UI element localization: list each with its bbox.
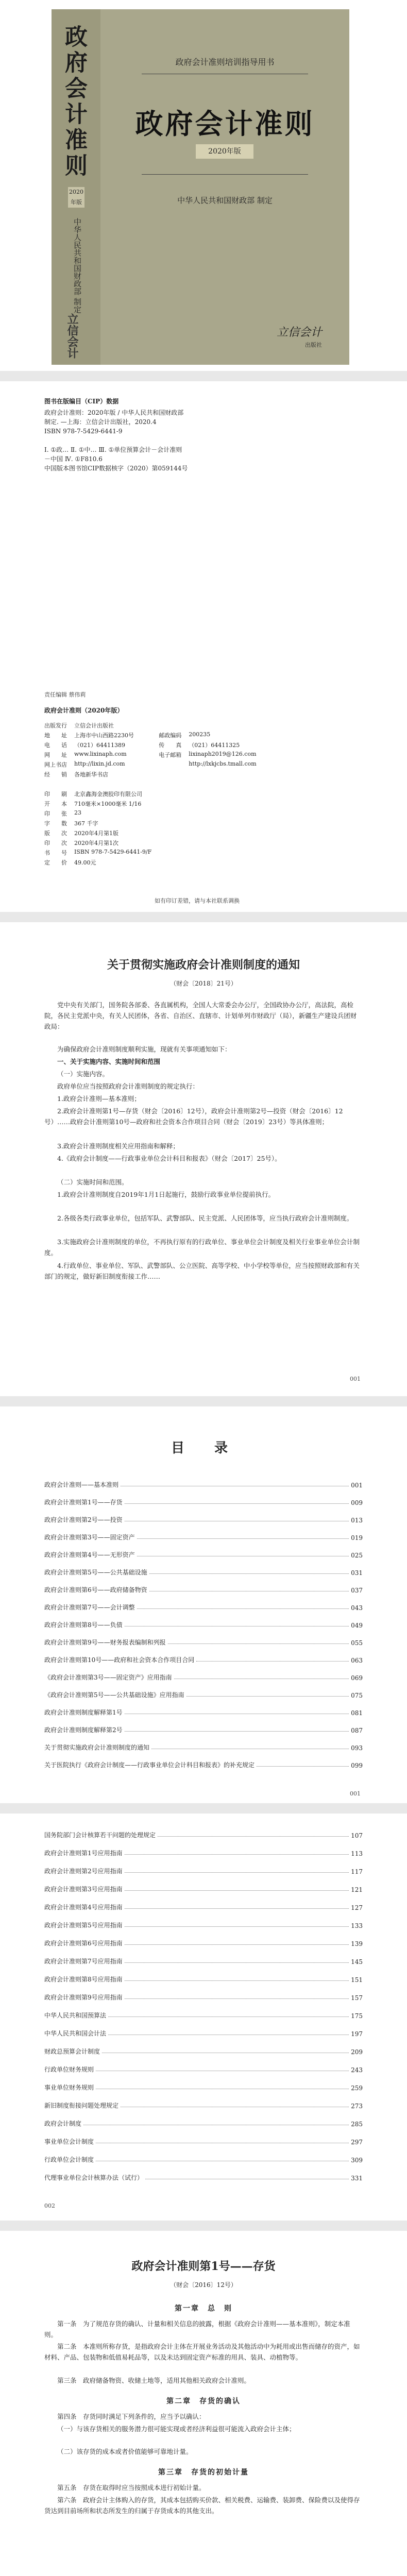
toc-entry-page: 127 bbox=[351, 1904, 363, 1911]
toc-entry-page: 019 bbox=[351, 1534, 363, 1541]
toc-entry[interactable] bbox=[44, 1514, 363, 1524]
publisher-logo-sub: 出版社 bbox=[305, 342, 322, 348]
field-label: 开 本 bbox=[44, 801, 67, 807]
toc-entry-title: 事业单位财务规则 bbox=[44, 2084, 94, 2091]
field-value: （021）64411389 bbox=[74, 742, 125, 749]
toc-entry-title: 政府会计准则第4号——无形资产 bbox=[44, 1551, 135, 1558]
page-number: 002 bbox=[44, 2202, 55, 2209]
toc-entry-page: 133 bbox=[351, 1922, 363, 1929]
toc-dot-leader bbox=[125, 1731, 349, 1732]
toc-entry-title: 政府会计准则第3号应用指南 bbox=[44, 1886, 123, 1893]
field-label bbox=[159, 721, 189, 731]
notice-title: 关于贯彻实施政府会计准则制度的通知 bbox=[107, 958, 300, 972]
toc-entry-page: 145 bbox=[351, 1958, 363, 1965]
publisher-logo: 立信会计 bbox=[276, 326, 322, 339]
notice-paragraph: （一）实施内容。 bbox=[57, 1070, 109, 1078]
toc-entry-page: 243 bbox=[351, 2066, 363, 2074]
toc-entry[interactable] bbox=[44, 1654, 363, 1664]
toc-entry-title: 政府会计准则第5号——公共基础设施 bbox=[44, 1569, 147, 1576]
toc-entry[interactable] bbox=[44, 1829, 363, 1839]
toc-entry-page: 107 bbox=[351, 1832, 363, 1839]
toc-entry-title: 关于贯彻实施政府会计准则制度的通知 bbox=[44, 1744, 150, 1751]
article-paragraph: 第六条 政府会计主体购入的存货，其成本包括购买价款、相关税费、运输费、装卸费、保险费以及使得存货达到目前场所和状态所发生的归属于存货成本的其他支出。 bbox=[44, 2496, 360, 2515]
toc-entry[interactable] bbox=[44, 1991, 363, 2002]
toc-entry-page: 197 bbox=[351, 2030, 363, 2038]
table-row bbox=[44, 858, 264, 868]
cip-line: 制定. —上海：立信会计出版社，2020.4 bbox=[44, 418, 157, 426]
toc-entry-title: 事业单位会计制度 bbox=[44, 2138, 94, 2145]
toc-entry-title: 政府会计准则第7号——会计调整 bbox=[44, 1604, 135, 1611]
toc-dot-leader bbox=[108, 2016, 349, 2017]
standard-1-page bbox=[0, 2231, 407, 2576]
publisher-info-table bbox=[44, 721, 264, 868]
article-paragraph: （一）与该存货相关的服务潜力很可能实现或者经济利益很可能流入政府会计主体； bbox=[57, 2425, 296, 2433]
toc-dot-leader bbox=[158, 1836, 349, 1837]
toc-entry[interactable] bbox=[44, 2045, 363, 2056]
article-paragraph: 第三条 政府储备物资、收储土地等，适用其他相关政府会计准则。 bbox=[57, 2377, 251, 2384]
toc-entry[interactable] bbox=[44, 1531, 363, 1541]
table-row bbox=[44, 819, 264, 829]
notice-paragraph: 3.政府会计准则制度相关应用指南和解释； bbox=[57, 1142, 179, 1150]
toc-dot-leader bbox=[125, 1854, 349, 1855]
toc-dot-leader bbox=[125, 1998, 349, 1999]
toc-entry-title: 中华人民共和国会计法 bbox=[44, 2030, 107, 2037]
toc-entry-title: 政府会计准则制度解释第2号 bbox=[44, 1726, 123, 1734]
table-row bbox=[44, 809, 264, 819]
toc-title: 目 录 bbox=[171, 1440, 236, 1456]
toc-entry-title: 政府会计准则第1号——存货 bbox=[44, 1499, 123, 1506]
toc-entry-title: 政府会计准则第9号应用指南 bbox=[44, 1994, 123, 2001]
toc-entry-title: 政府会计准则第2号应用指南 bbox=[44, 1868, 123, 1875]
notice-paragraph: 4.《政府会计制度——行政事业单位会计科目和报表》（财会〔2017〕25号）。 bbox=[57, 1155, 281, 1162]
field-label: 传 真 bbox=[159, 742, 182, 749]
field-label bbox=[159, 770, 189, 780]
field-label: 网上书店 bbox=[44, 761, 67, 768]
table-row bbox=[44, 839, 264, 849]
field-value: http://lxkjcbs.tmall.com bbox=[189, 760, 257, 767]
toc-entry[interactable] bbox=[44, 1883, 363, 1893]
toc-dot-leader bbox=[186, 1696, 349, 1697]
toc-entry-title: 政府会计准则第3号——固定资产 bbox=[44, 1534, 135, 1541]
article-paragraph: 第四条 存货同时满足下列条件的，应当予以确认： bbox=[57, 2413, 206, 2420]
toc-entry-page: 297 bbox=[351, 2139, 363, 2146]
toc-entry[interactable] bbox=[44, 1955, 363, 1965]
toc-entry[interactable] bbox=[44, 1566, 363, 1577]
toc-dot-leader bbox=[125, 1926, 349, 1927]
toc-entry-page: 037 bbox=[351, 1587, 363, 1594]
field-label: 电子邮箱 bbox=[159, 752, 182, 758]
book-cover-page bbox=[0, 0, 407, 371]
toc-entry[interactable] bbox=[44, 2081, 363, 2092]
toc-entry-title: 政府会计准则——基本准则 bbox=[44, 1481, 119, 1488]
toc-dot-leader bbox=[125, 1890, 349, 1891]
toc-entry[interactable] bbox=[44, 1601, 363, 1612]
field-label: 定 价 bbox=[44, 859, 67, 866]
spine-title: 政府会计准则 bbox=[61, 25, 87, 179]
toc-entry-title: 关于医院执行《政府会计制度——行政事业单位会计科目和报表》的补充规定 bbox=[44, 1761, 255, 1769]
field-value: 49.00元 bbox=[74, 859, 96, 866]
field-label: 版 次 bbox=[44, 830, 67, 837]
page-number: 001 bbox=[350, 1790, 361, 1797]
field-label: 邮政编码 bbox=[159, 732, 182, 739]
field-value: 367 千字 bbox=[74, 820, 98, 827]
toc-entry[interactable] bbox=[44, 1865, 363, 1875]
notice-paragraph: 2.各级各类行政事业单位，包括军队、武警部队、民主党派、人民团体等，应当执行政府会计准则制度。 bbox=[57, 1214, 353, 1222]
toc-entry[interactable] bbox=[44, 1741, 363, 1752]
toc-entry[interactable] bbox=[44, 2117, 363, 2128]
toc-entry-page: 063 bbox=[351, 1657, 363, 1664]
field-value: www.lixinaph.com bbox=[74, 751, 127, 757]
field-value: 北京鑫海金澳胶印有限公司 bbox=[74, 791, 142, 798]
article-paragraph: （二）该存货的成本或者价值能够可靠地计量。 bbox=[57, 2448, 193, 2455]
toc-entry-title: 新旧制度衔接问题处理规定 bbox=[44, 2102, 119, 2109]
toc-entry[interactable] bbox=[44, 1937, 363, 1947]
toc-entry[interactable] bbox=[44, 1636, 363, 1647]
toc-entry[interactable] bbox=[44, 1973, 363, 1984]
spine-publisher: 中华人民共和国财政部 制定 bbox=[73, 218, 82, 313]
toc-entry-page: 151 bbox=[351, 1976, 363, 1984]
notice-page bbox=[0, 922, 407, 1396]
toc-entry-page: 209 bbox=[351, 2048, 363, 2056]
toc-entry-title: 政府会计准则第1号应用指南 bbox=[44, 1850, 123, 1857]
spine-edition: 2020年版 bbox=[68, 187, 84, 208]
toc-entry-title: 财政总预算会计制度 bbox=[44, 2048, 100, 2055]
cip-line: ISBN 978-7-5429-6441-9 bbox=[44, 428, 123, 435]
toc-entry-page: 139 bbox=[351, 1940, 363, 1947]
toc-entry[interactable] bbox=[44, 1671, 363, 1682]
toc-entry[interactable] bbox=[44, 1689, 363, 1699]
toc-dot-leader bbox=[149, 1573, 349, 1574]
toc-dot-leader bbox=[125, 1980, 349, 1981]
toc-entry-page: 025 bbox=[351, 1552, 363, 1559]
toc-entry[interactable] bbox=[44, 2099, 363, 2110]
cip-line bbox=[44, 436, 188, 445]
page-separator bbox=[0, 912, 407, 922]
toc-entry[interactable] bbox=[44, 2027, 363, 2038]
standard-title: 政府会计准则第1号——存货 bbox=[131, 2260, 276, 2273]
toc-dot-leader bbox=[125, 1908, 349, 1909]
field-value bbox=[189, 770, 263, 780]
field-value: ISBN 978-7-5429-6441-9/F bbox=[74, 849, 152, 855]
toc-entry-page: 121 bbox=[351, 1886, 363, 1893]
field-label: 书 号 bbox=[44, 850, 67, 856]
toc-entry[interactable] bbox=[44, 2172, 363, 2182]
table-of-contents-page bbox=[0, 1406, 407, 2221]
toc-entry-page: 259 bbox=[351, 2084, 363, 2092]
notice-paragraph: 4.行政单位、事业单位、军队、武警部队、公立医院、高等学校、中小学校等单位，应当按照财政部和有关部门的规定，做好新旧制度衔接工作…… bbox=[44, 1262, 360, 1280]
notice-paragraph: 2.政府会计准则第1号—存货（财会〔2016〕12号），政府会计准则第2号—投资（财会〔2016〕12号）……政府会计准则第10号—政府和社会资本合作项目合同（财会〔2019〕23号）等具体准则； bbox=[44, 1107, 343, 1126]
series-title: 政府会计准则培训指导用书 bbox=[175, 57, 275, 67]
cip-line: －中国 Ⅳ. ①F810.6 bbox=[44, 455, 103, 463]
toc-entry-title: 《政府会计准则第3号——固定资产》应用指南 bbox=[44, 1674, 172, 1681]
toc-entry-title: 政府会计制度 bbox=[44, 2120, 82, 2127]
toc-entry-title: 政府会计准则第8号应用指南 bbox=[44, 1976, 123, 1983]
standard-number: （财会〔2016〕12号） bbox=[170, 2281, 237, 2289]
page-separator bbox=[0, 371, 407, 381]
toc-dot-leader bbox=[137, 1608, 349, 1609]
notice-paragraph: 政府单位应当按照政府会计准则制度的规定执行： bbox=[57, 1082, 199, 1090]
toc-entry-title: 政府会计准则第5号应用指南 bbox=[44, 1922, 123, 1929]
field-label: 印 张 bbox=[44, 810, 67, 817]
toc-entry[interactable] bbox=[44, 2136, 363, 2146]
toc-dot-leader bbox=[125, 1962, 349, 1963]
toc-entry[interactable] bbox=[44, 1901, 363, 1911]
page-separator bbox=[0, 1803, 407, 1814]
chapter-heading: 第二章 存货的确认 bbox=[166, 2397, 241, 2405]
toc-entry-page: 273 bbox=[351, 2103, 363, 2110]
toc-entry[interactable] bbox=[44, 1919, 363, 1929]
toc-entry-page: 055 bbox=[351, 1639, 363, 1647]
edition-badge: 2020年版 bbox=[196, 144, 253, 159]
toc-entry-title: 代理事业单位会计核算办法（试行） bbox=[44, 2174, 144, 2181]
toc-dot-leader bbox=[168, 1643, 349, 1644]
field-label bbox=[159, 760, 189, 770]
toc-dot-leader bbox=[125, 1944, 349, 1945]
field-value: 各地新华书店 bbox=[74, 771, 108, 778]
notice-paragraph: 1.政府会计准则—基本准则； bbox=[57, 1095, 141, 1103]
toc-entry[interactable] bbox=[44, 1724, 363, 1734]
toc-dot-leader bbox=[257, 1766, 349, 1767]
toc-entry-page: 157 bbox=[351, 1994, 363, 2002]
cover-divider-line bbox=[142, 174, 308, 175]
field-value: 710毫米×1000毫米 1/16 bbox=[74, 801, 142, 807]
book-front-cover bbox=[100, 9, 349, 365]
field-label: 电 话 bbox=[44, 742, 67, 749]
toc-dot-leader bbox=[196, 1661, 349, 1662]
toc-entry-page: 117 bbox=[351, 1868, 363, 1875]
toc-entry-title: 中华人民共和国预算法 bbox=[44, 2012, 107, 2019]
toc-entry-page: 069 bbox=[351, 1674, 363, 1682]
field-value: lixinaph2019@126.com bbox=[189, 751, 257, 757]
toc-entry-title: 政府会计准则第4号应用指南 bbox=[44, 1904, 123, 1911]
article-paragraph: 第二条 本准则所称存货，是指政府会计主体在开展业务活动及其他活动中为耗用或出售而储存的资产，如材料、产品、包装物和低值易耗品等，以及未达到固定资产标准的用具、装具、动植物等。 bbox=[44, 2343, 360, 2361]
chapter-heading: 第三章 存货的初始计量 bbox=[158, 2468, 249, 2477]
toc-entry[interactable] bbox=[44, 1479, 363, 1489]
field-value bbox=[189, 721, 263, 731]
page-separator bbox=[0, 1396, 407, 1406]
book-title-line: 政府会计准则（2020年版） bbox=[44, 707, 124, 714]
field-label: 出版发行 bbox=[44, 722, 67, 729]
toc-entry-page: 001 bbox=[351, 1482, 363, 1489]
toc-dot-leader bbox=[137, 1538, 349, 1539]
chapter-heading: 第一章 总 则 bbox=[175, 2304, 232, 2313]
toc-entry-title: 行政单位财务规则 bbox=[44, 2066, 94, 2073]
notice-paragraph: （二）实施时间和范围。 bbox=[57, 1178, 128, 1186]
field-value: 2020年4月第1次 bbox=[74, 840, 118, 846]
table-row bbox=[44, 770, 264, 780]
table-row bbox=[44, 790, 264, 800]
toc-entry-page: 075 bbox=[351, 1692, 363, 1699]
copyright-footer: 如有印订差错，请与本社联系调换 bbox=[155, 897, 240, 904]
cip-line: 政府会计准则：2020年版 / 中华人民共和国财政部 bbox=[44, 409, 184, 416]
toc-entry-page: 309 bbox=[351, 2157, 363, 2164]
copyright-page bbox=[0, 381, 407, 912]
field-label: 印 次 bbox=[44, 840, 67, 846]
page-number: 001 bbox=[350, 1376, 361, 1382]
toc-entry-page: 009 bbox=[351, 1499, 363, 1506]
toc-entry[interactable] bbox=[44, 2009, 363, 2020]
notice-paragraph: 为确保政府会计准则制度顺利实施，现就有关事项通知如下： bbox=[57, 1045, 231, 1053]
responsible-editor: 责任编辑 蔡伟莉 bbox=[44, 691, 86, 698]
field-value: 立信会计出版社 bbox=[74, 722, 114, 729]
toc-entry[interactable] bbox=[44, 1706, 363, 1717]
table-row bbox=[44, 741, 264, 751]
field-label: 地 址 bbox=[44, 732, 67, 739]
toc-entry[interactable] bbox=[44, 1584, 363, 1594]
toc-entry[interactable] bbox=[44, 1619, 363, 1629]
toc-entry-page: 087 bbox=[351, 1727, 363, 1734]
table-row bbox=[44, 800, 264, 809]
field-label: 字 数 bbox=[44, 820, 67, 827]
field-label: 印 刷 bbox=[44, 791, 67, 798]
cip-line: 中国版本图书馆CIP数据核字（2020）第059144号 bbox=[44, 465, 188, 472]
toc-entry-title: 国务院部门会计核算若干问题的处理规定 bbox=[44, 1832, 156, 1839]
cover-title: 政府会计准则 bbox=[135, 107, 315, 140]
notice-paragraph: 1.政府会计准则制度自2019年1月1日起施行，鼓励行政事业单位提前执行。 bbox=[57, 1191, 275, 1198]
table-row bbox=[44, 760, 264, 770]
toc-entry[interactable] bbox=[44, 1759, 363, 1769]
field-label: 网 址 bbox=[44, 752, 67, 758]
toc-entry-page: 043 bbox=[351, 1604, 363, 1612]
book-spine bbox=[52, 9, 100, 365]
notice-section-heading: 一、关于实施内容、实施时间和范围 bbox=[57, 1058, 161, 1065]
field-label: 经 销 bbox=[44, 771, 67, 778]
table-row bbox=[44, 751, 264, 760]
toc-dot-leader bbox=[125, 1872, 349, 1873]
toc-entry-page: 331 bbox=[351, 2175, 363, 2182]
toc-entry-title: 政府会计准则第10号——政府和社会资本合作项目合同 bbox=[44, 1656, 195, 1664]
toc-entry[interactable] bbox=[44, 2154, 363, 2164]
article-paragraph: 第五条 存货在取得时应当按照成本进行初始计量。 bbox=[57, 2484, 206, 2492]
notice-paragraph: 党中央有关部门，国务院各部委、各直属机构，全国人大常委会办公厅，全国政协办公厅，高法院，高检院，各民主党派中央，有关人民团体，各省、自治区、直辖市、计划单列市财政厅（局），新疆生产建设兵团财政局： bbox=[44, 1001, 357, 1030]
toc-entry-title: 政府会计准则第8号——负债 bbox=[44, 1621, 123, 1629]
toc-entry-title: 《政府会计准则第5号——公共基础设施》应用指南 bbox=[44, 1691, 184, 1699]
table-row bbox=[44, 829, 264, 839]
toc-entry-title: 政府会计准则第2号——投资 bbox=[44, 1516, 123, 1523]
toc-entry-page: 031 bbox=[351, 1569, 363, 1577]
toc-entry-page: 285 bbox=[351, 2121, 363, 2128]
toc-entry-title: 政府会计准则制度解释第1号 bbox=[44, 1709, 123, 1716]
toc-entry-page: 099 bbox=[351, 1762, 363, 1769]
toc-entry[interactable] bbox=[44, 1549, 363, 1559]
toc-entry-title: 政府会计准则第6号——政府储备物资 bbox=[44, 1586, 147, 1594]
toc-entry-title: 行政单位会计制度 bbox=[44, 2156, 94, 2163]
toc-entry-page: 081 bbox=[351, 1709, 363, 1717]
cip-heading: 图书在版编目（CIP）数据 bbox=[44, 398, 119, 405]
toc-entry-title: 政府会计准则第9号——财务报表编制和列报 bbox=[44, 1639, 166, 1646]
toc-entry-page: 113 bbox=[351, 1850, 363, 1857]
toc-entry[interactable] bbox=[44, 2063, 363, 2074]
toc-entry[interactable] bbox=[44, 1847, 363, 1857]
toc-dot-leader bbox=[125, 1503, 349, 1504]
notice-number: （财会〔2018〕21号） bbox=[170, 980, 237, 987]
cover-publisher: 中华人民共和国财政部 制定 bbox=[177, 196, 273, 205]
table-row bbox=[44, 721, 264, 731]
toc-entry-title: 政府会计准则第7号应用指南 bbox=[44, 1958, 123, 1965]
cip-line: Ⅰ. ①政… Ⅱ. ①中… Ⅲ. ①单位预算会计－会计准则 bbox=[44, 446, 182, 453]
field-value: （021）64411325 bbox=[189, 742, 240, 749]
toc-entry-page: 093 bbox=[351, 1744, 363, 1752]
field-value: 2020年4月第1版 bbox=[74, 830, 118, 837]
toc-entry-title: 政府会计准则第6号应用指南 bbox=[44, 1940, 123, 1947]
table-row bbox=[44, 849, 264, 858]
toc-entry[interactable] bbox=[44, 1496, 363, 1506]
table-row bbox=[44, 731, 264, 741]
field-value: 23 bbox=[74, 809, 81, 816]
article-paragraph: 第一条 为了规范存货的确认、计量和相关信息的披露，根据《政府会计准则——基本准则》，制定本准则。 bbox=[44, 2320, 350, 2338]
field-value: http://lixin.jd.com bbox=[74, 760, 125, 767]
cip-block bbox=[44, 408, 188, 473]
toc-entry-page: 049 bbox=[351, 1622, 363, 1629]
field-value: 200235 bbox=[189, 731, 211, 738]
page-separator bbox=[0, 2221, 407, 2231]
notice-paragraph: 3.实施政府会计准则制度的单位，不再执行原有的行政单位、事业单位会计制度及相关行业事业单位会计制度。 bbox=[44, 1238, 360, 1257]
field-value: 上海市中山西路2230号 bbox=[74, 732, 134, 739]
toc-entry-page: 013 bbox=[351, 1517, 363, 1524]
book-cover bbox=[52, 9, 349, 365]
toc-entry-page: 175 bbox=[351, 2012, 363, 2020]
spine-logo: 立信会计 bbox=[65, 313, 79, 359]
